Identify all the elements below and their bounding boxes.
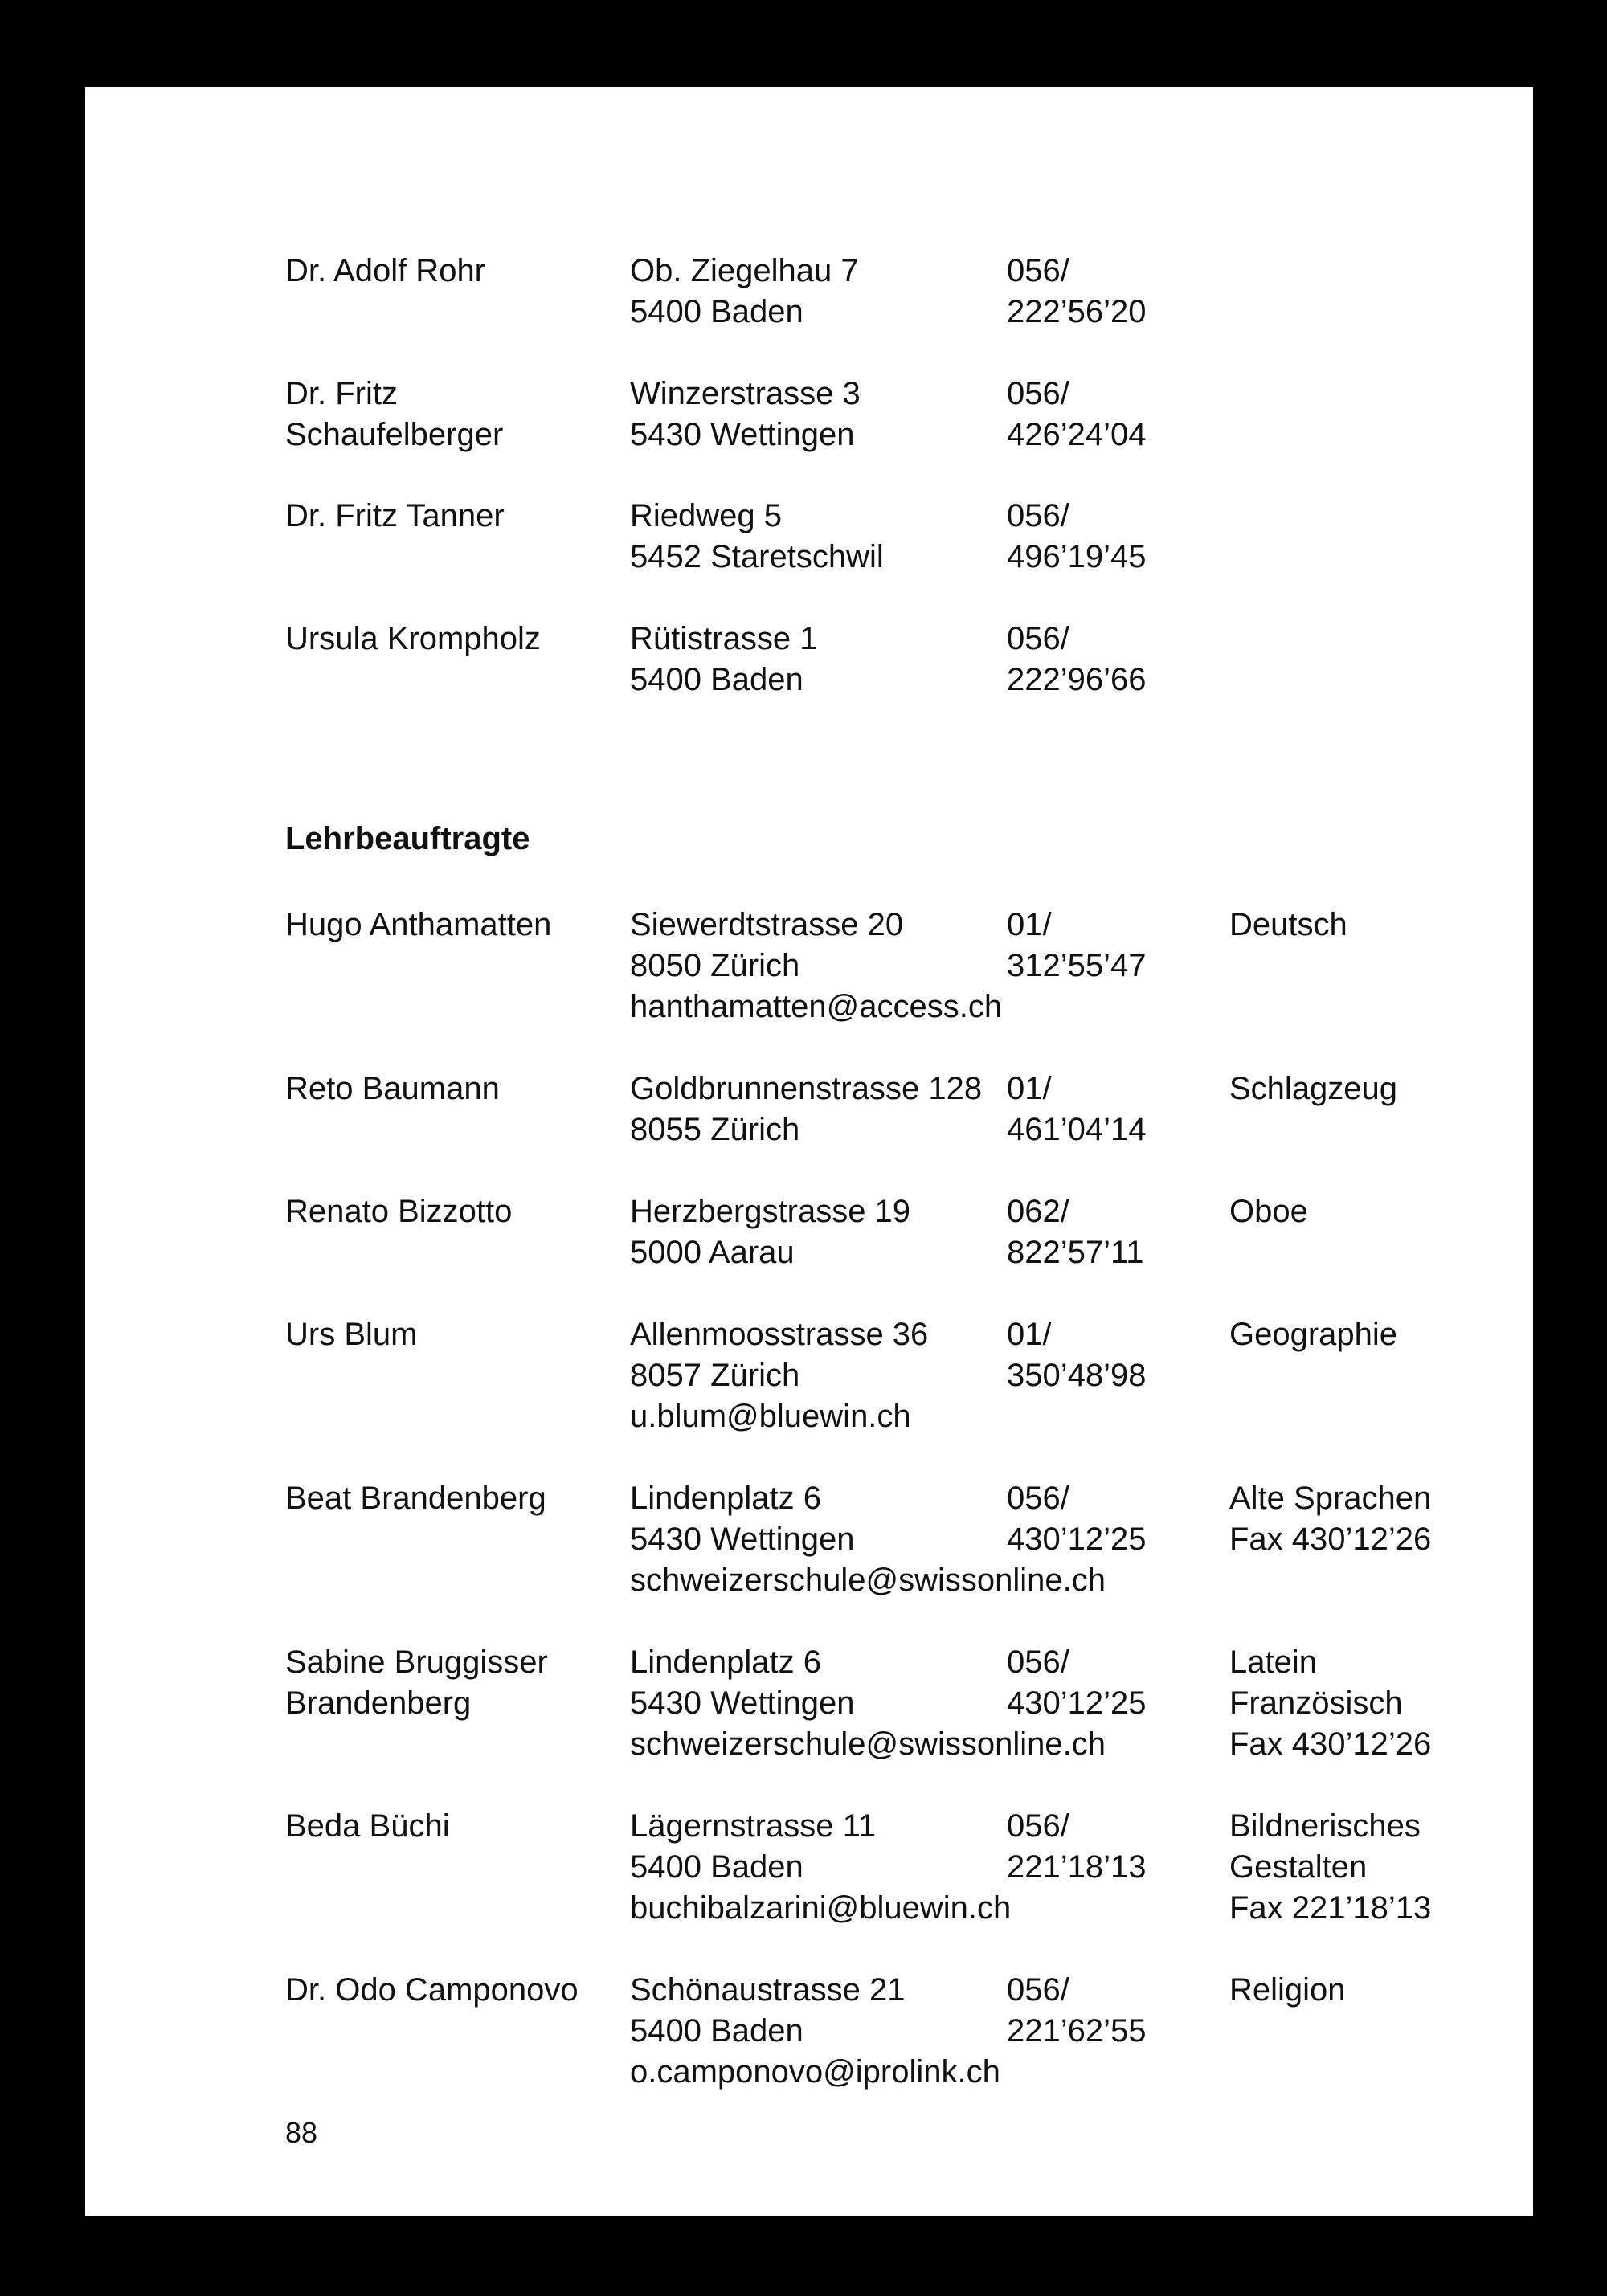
entry-name: Beat Brandenberg bbox=[285, 1481, 546, 1516]
entry-phone: 056/ 496’19’45 bbox=[1007, 498, 1147, 574]
entry-email: o.camponovo@iprolink.ch bbox=[630, 2054, 1000, 2090]
entry-subject: Schlagzeug bbox=[1229, 1071, 1398, 1106]
entry-phone: 01/ 350’48’98 bbox=[1007, 1317, 1147, 1393]
entry-phone: 056/ 430’12’25 bbox=[1007, 1481, 1147, 1557]
entry-phone: 056/ 221’62’55 bbox=[1007, 1972, 1147, 2049]
entry-name: Dr. Adolf Rohr bbox=[285, 253, 486, 288]
document-page bbox=[85, 87, 1533, 2216]
entry-name: Hugo Anthamatten bbox=[285, 907, 552, 942]
entry-name: Dr. Odo Camponovo bbox=[285, 1972, 579, 2008]
page-number: 88 bbox=[285, 2116, 318, 2149]
entry-subject: Latein Französisch Fax 430’12’26 bbox=[1229, 1644, 1432, 1762]
entry-name: Beda Büchi bbox=[285, 1808, 450, 1844]
entry-phone: 056/ 222’56’20 bbox=[1007, 253, 1147, 329]
entry-address: Lindenplatz 6 5430 Wettingen schweizerschule@swissonline.ch bbox=[630, 1478, 1106, 1601]
entry-phone: 01/ 312’55’47 bbox=[1007, 907, 1147, 983]
entry-phone: 056/ 221’18’13 bbox=[1007, 1808, 1147, 1885]
entry-address: Lägernstrasse 11 5400 Baden buchibalzarini@bluewin.ch bbox=[630, 1806, 1011, 1929]
entry-phone: 056/ 426’24’04 bbox=[1007, 376, 1147, 452]
entry-subject: Bildnerisches Gestalten Fax 221’18’13 bbox=[1229, 1808, 1432, 1926]
entry-address: Rütistrasse 1 5400 Baden bbox=[630, 621, 818, 697]
entry-address: Siewerdtstrasse 20 8050 Zürich hanthamatten@access.ch bbox=[630, 905, 1002, 1027]
entry-address: Allenmoosstrasse 36 8057 Zürich u.blum@bluewin.ch bbox=[630, 1314, 928, 1437]
entry-subject: Deutsch bbox=[1229, 907, 1347, 942]
entry-phone: 01/ 461’04’14 bbox=[1007, 1071, 1147, 1147]
entry-address: Schönaustrasse 21 5400 Baden o.camponovo@iprolink.ch bbox=[630, 1970, 1000, 2093]
entry-subject: Alte Sprachen Fax 430’12’26 bbox=[1229, 1481, 1432, 1557]
entry-name: Ursula Krompholz bbox=[285, 621, 541, 656]
entry-phone: 056/ 430’12’25 bbox=[1007, 1644, 1147, 1721]
section-heading: Lehrbeauftragte bbox=[285, 821, 530, 856]
entry-address: Herzbergstrasse 19 5000 Aarau bbox=[630, 1194, 911, 1270]
entry-address: Winzerstrasse 3 5430 Wettingen bbox=[630, 376, 861, 452]
entry-address: Lindenplatz 6 5430 Wettingen schweizerschule@swissonline.ch bbox=[630, 1642, 1106, 1765]
entry-phone: 056/ 222’96’66 bbox=[1007, 621, 1147, 697]
entry-email: schweizerschule@swissonline.ch bbox=[630, 1563, 1106, 1598]
entry-name: Urs Blum bbox=[285, 1317, 418, 1352]
entry-email: buchibalzarini@bluewin.ch bbox=[630, 1890, 1012, 1926]
entry-address: Riedweg 5 5452 Staretschwil bbox=[630, 498, 884, 574]
entry-email: u.blum@bluewin.ch bbox=[630, 1399, 911, 1434]
entry-name: Renato Bizzotto bbox=[285, 1194, 513, 1229]
entry-name: Dr. Fritz Tanner bbox=[285, 498, 505, 533]
entry-address: Ob. Ziegelhau 7 5400 Baden bbox=[630, 253, 859, 329]
entry-email: hanthamatten@access.ch bbox=[630, 989, 1003, 1024]
entry-phone: 062/ 822’57’11 bbox=[1007, 1194, 1144, 1270]
entry-name: Dr. Fritz Schaufelberger bbox=[285, 376, 504, 452]
entry-email: schweizerschule@swissonline.ch bbox=[630, 1726, 1106, 1762]
entry-name: Sabine Bruggisser Brandenberg bbox=[285, 1644, 548, 1721]
entry-subject: Religion bbox=[1229, 1972, 1346, 2008]
entry-address: Goldbrunnenstrasse 128 8055 Zürich bbox=[630, 1071, 983, 1147]
entry-name: Reto Baumann bbox=[285, 1071, 500, 1106]
entry-subject: Oboe bbox=[1229, 1194, 1308, 1229]
entry-subject: Geographie bbox=[1229, 1317, 1398, 1352]
